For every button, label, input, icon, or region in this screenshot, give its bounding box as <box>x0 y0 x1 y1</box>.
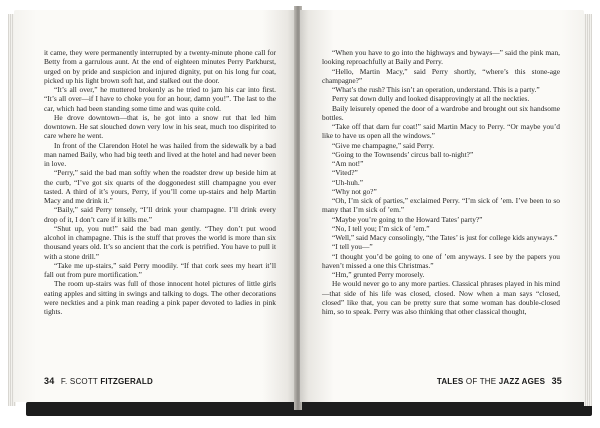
paragraph: “Why not go?” <box>332 186 377 196</box>
paragraph: “It’s all over,” he muttered brokenly as he tried to jam his car into first. “It’s all over—if I have to choke you for an hour, damn you!”. The last to the car, which had been standing some time and was quite cold. <box>44 85 276 113</box>
paragraph: “Shut up, you nut!” said the bad man gently. “They don’t put wood alcohol in champagne. This is the stuff that proves the world is more than six thousand years old. It’s so ancient that the cork is petrified. You have to pull it with a stone drill.” <box>44 223 276 261</box>
paragraph: In front of the Clarendon Hotel he was hailed from the sidewalk by a bad man named Baily, who had big teeth and lived at the hotel and had never been in love. <box>44 140 276 168</box>
paragraph: “Take me up-stairs,” said Perry moodily. “If that cork sees my heart it’ll fall out from pure mortification.” <box>44 260 276 279</box>
paragraph: “Give me champagne,” said Perry. <box>332 140 435 150</box>
left-page-number: 34 <box>44 376 55 386</box>
paragraph: “Maybe you’re going to the Howard Tates’ party?” <box>332 214 483 224</box>
paragraph: “Well,” said Macy consolingly, “the Tates’ is just for college kids anyways.” <box>332 233 558 242</box>
author-first-name: F. SCOTT <box>60 377 98 386</box>
title-word-of-the: OF THE <box>465 377 497 386</box>
title-word-tales: TALES <box>436 377 464 386</box>
paragraph: He would never go to any more parties. Classical phrases played in his mind—that side of his life was closed, closed. Now when a man says “closed, closed” like that, you can be pretty sure that some woman has double-closed him, so to speak. Perry was also thinking that other classical thought, <box>322 279 560 316</box>
paragraph: “Oh, I’m sick of parties,” exclaimed Perry. “I’m sick of ’em. I’ve been to so many that I’m sick of ’em.” <box>322 196 560 215</box>
paragraph: Perry sat down dully and looked disapprovingly at all the neckties. <box>332 94 530 104</box>
paragraph: He drove downtown—that is, he got into a snow rut that led him downtown. He sat slouched down very low in his seat, much too dispirited to care where he went. <box>44 112 276 141</box>
right-page-text <box>322 48 560 316</box>
paragraph: “Am not!” <box>332 159 364 168</box>
left-page <box>14 10 296 402</box>
paragraph: The room up-stairs was full of those innocent hotel pictures of little girls eating apples and sitting in swings and talking to dogs. The other decorations were neckties and a pink man reading a pink paper devoted to ladies in pink tights. <box>44 279 276 316</box>
paragraph: “Vited?” <box>332 168 358 178</box>
title-word-jazz-ages: JAZZ AGES <box>498 377 546 386</box>
paragraph: “I thought you’d be going to one of ’em anyways. I see by the papers you haven’t missed a one this Christmas.” <box>322 251 560 270</box>
paragraph: “Uh-huh.” <box>332 177 363 187</box>
paragraph: “Hello, Martin Macy,” said Perry shortly, “where’s this stone-age champagne?” <box>322 66 560 85</box>
paragraph: it came, they were permanently interrupted by a twenty-minute phone call for Betty from a garrulous aunt. At the end of eighteen minutes Perry Parkhurst, urged on by pride and suspicion and injured dignity, put on his long fur coat, picked up his light brown soft hat, and stalked out the door. <box>44 48 276 85</box>
page-edges-right <box>584 14 592 406</box>
left-page-footer <box>44 376 153 386</box>
book-cover-base <box>26 402 592 416</box>
paragraph: “No, I tell you; I’m sick of ’em.” <box>332 223 430 233</box>
paragraph: “I tell you—” <box>332 242 373 252</box>
paragraph: “Going to the Townsends’ circus ball to-night?” <box>332 149 474 159</box>
paragraph: “When you have to go into the highways and byways—” said the pink man, looking reproachfully at Baily and Perry. <box>322 48 560 67</box>
paragraph: “Perry,” said the bad man softly when the roadster drew up beside him at the curb, “I’ve got six quarts of the doggonedest still champagne you ever tasted. A third of it’s yours, Perry, if you’ll come up-stairs and help Martin Macy and me drink it.” <box>44 168 276 205</box>
paragraph: Baily leisurely opened the door of a wardrobe and brought out six handsome bottles. <box>322 103 560 122</box>
author-surname: FITZGERALD <box>100 377 153 386</box>
paragraph: “Baily,” said Perry tensely, “I’ll drink your champagne. I’ll drink every drop of it, I don’t care if it kills me.” <box>44 205 276 224</box>
right-page <box>300 10 584 402</box>
paragraph: “Take off that darn fur coat!” said Martin Macy to Perry. “Or maybe you’d like to have us open all the windows.” <box>322 122 560 141</box>
right-page-footer <box>437 376 562 386</box>
left-page-text <box>44 48 276 316</box>
right-page-number: 35 <box>551 376 562 386</box>
paragraph: “What’s the rush? This isn’t an operation, understand. This is a party.” <box>332 85 540 94</box>
open-book <box>8 4 592 422</box>
paragraph: “Hm,” grunted Perry morosely. <box>332 270 425 279</box>
